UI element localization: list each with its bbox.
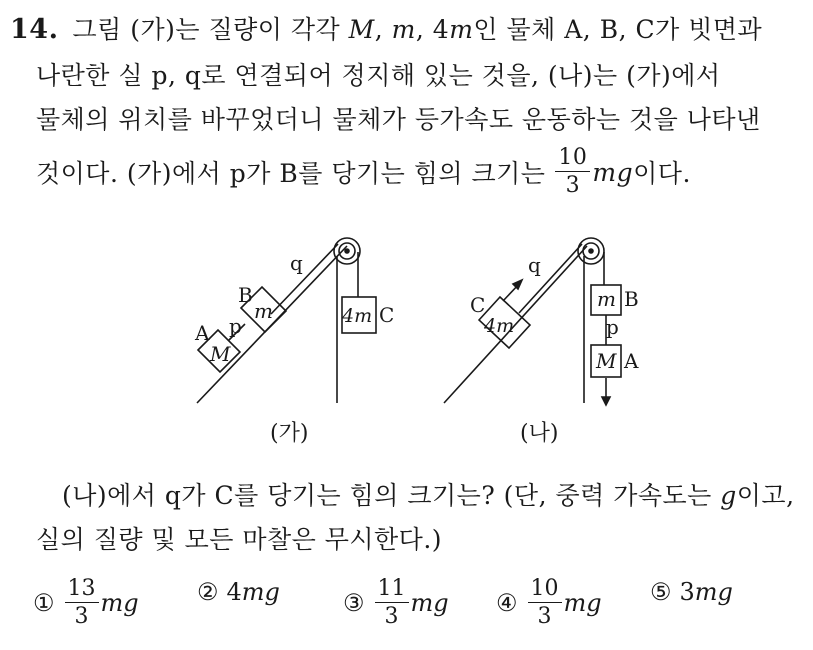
incline-b [444,246,587,403]
choice-5-number: ⑤ [650,578,672,606]
label-B-a: B [238,283,253,307]
choice-1-numerator: 13 [65,578,99,603]
mass-A-b: M [596,349,617,373]
choice-3-denominator: 3 [384,604,399,629]
problem-line-3: 물체의 위치를 바꾸었더니 물체가 등가속도 운동하는 것을 나타낸 [36,105,761,134]
choice-4[interactable] [496,578,602,628]
choice-4-unit: mg [563,589,602,617]
choice-4-denominator: 3 [537,604,552,629]
choice-2-coefficient: 4 [226,578,242,606]
question-text-1a: (나)에서 q가 C를 당기는 힘의 크기는? (단, 중력 가속도는 [62,481,721,510]
caption-a: (가) [270,421,309,446]
mass-4m-symbol: m [449,15,474,44]
problem-text-1a: 그림 (가)는 질량이 각각 [72,15,349,44]
mass-B-a: m [254,299,273,323]
label-p-b: p [606,315,619,339]
caption-b: (나) [520,421,559,446]
choice-4-fraction [528,578,562,628]
label-q-a: q [290,251,303,275]
label-p-a: p [229,314,242,338]
mass-m-symbol: m [391,15,416,44]
mass-C-a: 4m [342,305,373,327]
choice-5-coefficient: 3 [679,578,695,606]
problem-text-4b: 이다. [633,159,691,188]
choice-3-numerator: 11 [375,578,409,603]
label-C-b: C [470,293,486,317]
given-fraction-denominator: 3 [565,173,581,198]
label-A-a: A [195,321,210,345]
choice-2-number: ② [197,578,219,606]
choice-1-number: ① [33,589,55,617]
choice-3-unit: mg [410,589,449,617]
separator: , 4 [415,15,450,44]
problem-line-2: 나란한 실 p, q로 연결되어 정지해 있는 것을, (나)는 (가)에서 [36,61,721,90]
pulley-a-axle [345,249,349,253]
mass-C-b: 4m [484,315,515,337]
mass-B-b: m [597,287,616,311]
choice-3-number: ③ [343,589,365,617]
pulley-b-axle [589,249,593,253]
question-line-2: 실의 질량 및 모든 마찰은 무시한다.) [36,525,443,554]
choice-1-unit: mg [100,589,139,617]
given-unit: mg [592,157,634,187]
problem-text-1b: 인 물체 A, B, C가 빗면과 [473,15,763,44]
label-q-b: q [528,253,541,277]
label-B-b: B [624,287,639,311]
question-text-1b: 이고, [736,481,795,510]
string-q-a [271,244,338,314]
choice-1[interactable] [33,578,139,628]
choice-5-unit: mg [694,578,733,606]
problem-text-4a: 것이다. (가)에서 p가 B를 당기는 힘의 크기는 [36,159,546,188]
choice-2[interactable] [197,578,280,606]
choice-4-number: ④ [496,589,518,617]
given-fraction-numerator: 10 [555,147,590,172]
label-C-a: C [379,303,395,327]
mass-M-symbol: M [348,15,375,44]
arrow-down-head [602,397,610,405]
mass-A-a: M [210,342,231,366]
choice-1-denominator: 3 [74,604,89,629]
gravity-symbol: g [720,481,737,510]
choice-2-unit: mg [241,578,280,606]
arrow-up-head [513,280,522,289]
choice-4-numerator: 10 [528,578,562,603]
separator: , [374,15,392,44]
question-line-1 [62,476,795,512]
question-number: 14. [10,14,59,45]
choice-3-fraction [375,578,409,628]
choice-1-fraction [65,578,99,628]
choice-5[interactable] [650,578,733,606]
label-A-b: A [624,349,639,373]
choice-3[interactable] [343,578,449,628]
